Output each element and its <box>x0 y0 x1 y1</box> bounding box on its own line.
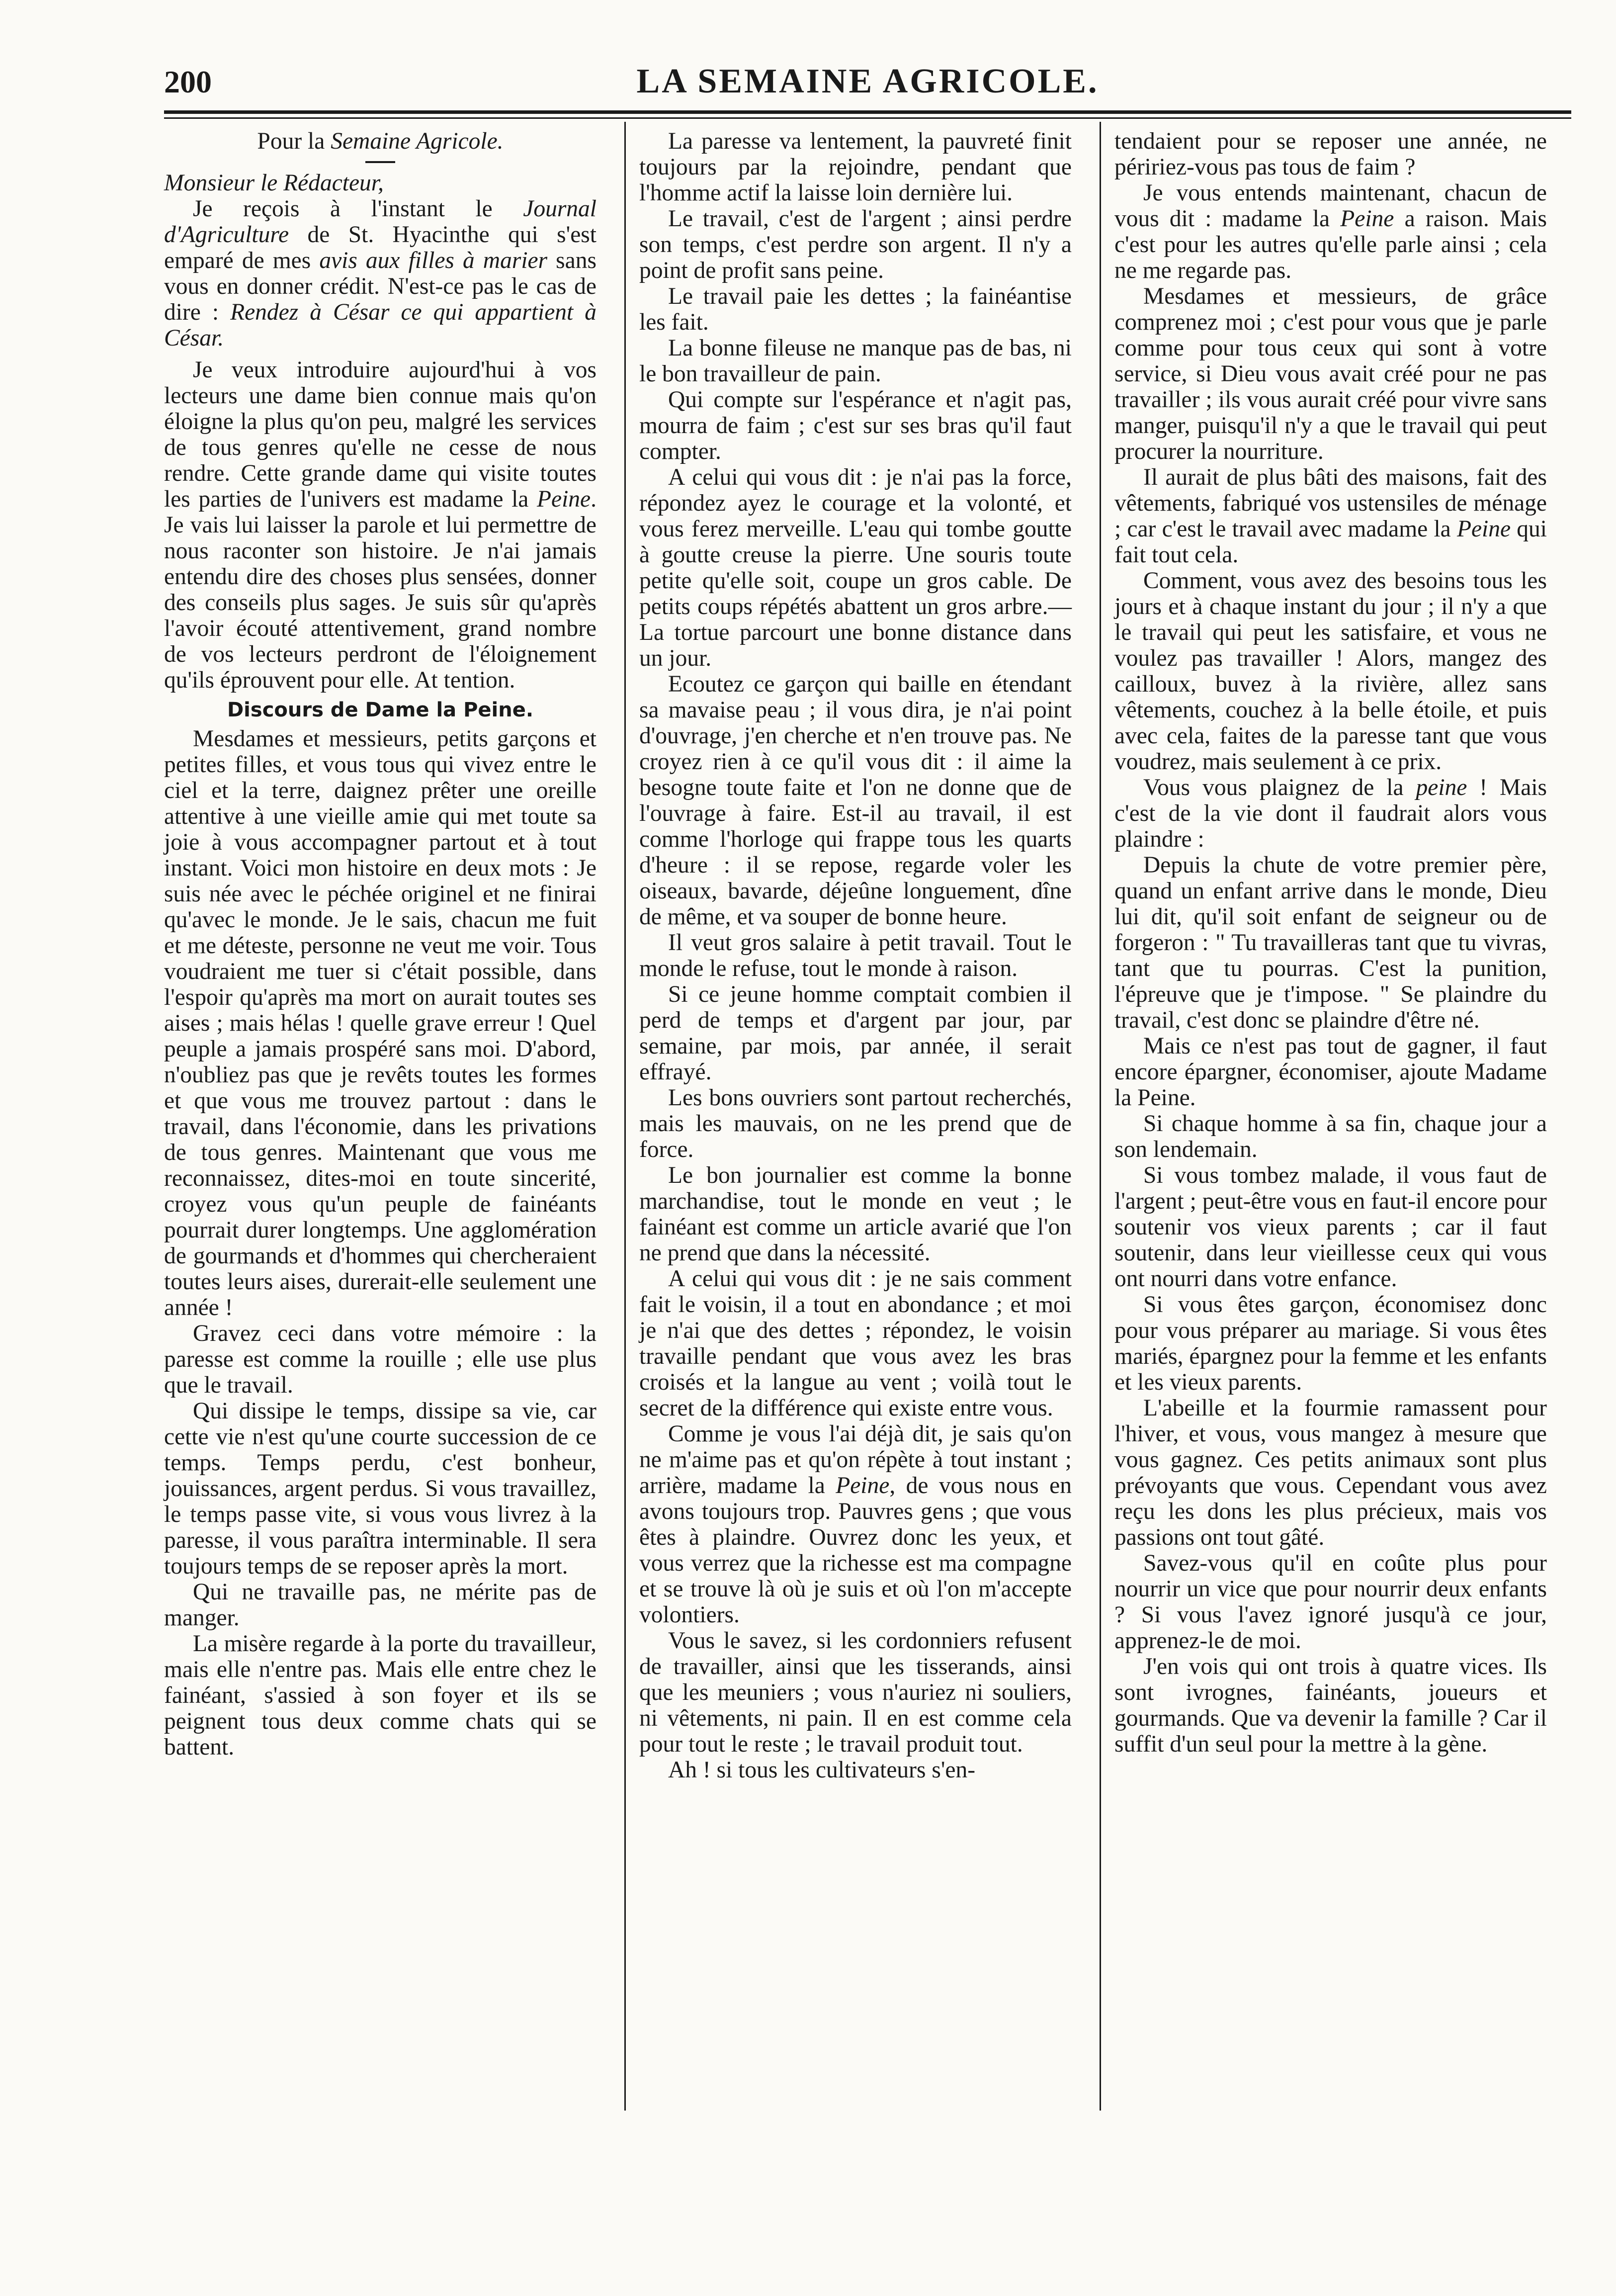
section-heading: Discours de Dame la Peine. <box>227 699 534 721</box>
paragraph: La misère regarde à la porte du travailleur, mais elle n'entre pas. Mais elle entre chez le fainéant, s'assied à son foyer et ils se peignent tous deux comme chats qui se battent. <box>164 1631 596 1760</box>
paragraph: Le travail, c'est de l'argent ; ainsi perdre son temps, c'est perdre son argent. Il n'y a point de profit sans peine. <box>639 206 1072 283</box>
paragraph: Si vous tombez malade, il vous faut de l'argent ; peut-être vous en faut-il encore pour soutenir vos vieux parents ; car il faut soutenir, dans leur vieillesse ceux qui vous ont nourri dans votre enfance. <box>1114 1162 1547 1292</box>
paragraph: Ah ! si tous les cultivateurs s'en- <box>668 1757 976 1783</box>
header-rule-thin <box>164 117 1571 119</box>
paragraph: Je reçois à l'instant le Journal d'Agriculture de St. Hyacinthe qui s'est emparé de mes avis aux filles à marier sans vous en donner crédit. N'est-ce pas le cas de dire : Rendez à César ce qui appartient à César. <box>164 196 596 351</box>
column-divider-1 <box>624 122 626 2111</box>
paragraph: Qui ne travaille pas, ne mérite pas de manger. <box>164 1579 596 1631</box>
page-number: 200 <box>164 64 212 99</box>
paragraph: Si vous êtes garçon, économisez donc pour vous préparer au mariage. Si vous êtes mariés, épargnez pour la femme et les enfants et les vieux parents. <box>1114 1292 1547 1395</box>
paragraph: Qui dissipe le temps, dissipe sa vie, car cette vie n'est qu'une courte succession de ce temps. Temps perdu, c'est bonheur, jouissances, argent perdus. Si vous travaillez, le temps passe vite, si vous vous livrez à la paresse, il vous paraîtra interminable. Il sera toujours temps de se reposer après la mort. <box>164 1398 596 1579</box>
column-1 <box>164 128 596 1760</box>
separator-dash <box>365 161 395 163</box>
paragraph: La paresse va lentement, la pauvreté finit toujours par la rejoindre, pendant que l'homme actif la laisse loin dernière lui. <box>639 128 1072 206</box>
paragraph: Depuis la chute de votre premier père, quand un enfant arrive dans le monde, Dieu lui dit, qu'il soit enfant de seigneur ou de forgeron : " Tu travailleras tant que tu vivras, tant que tu pourras. C'est la punition, l'épreuve que je t'impose. " Se plaindre du travail, c'est donc se plaindre d'être né. <box>1114 852 1547 1033</box>
article-intro: Pour la Semaine Agricole. <box>257 128 504 154</box>
journal-title: LA SEMAINE AGRICOLE. <box>636 62 1099 100</box>
paragraph: Mais ce n'est pas tout de gagner, il faut encore épargner, économiser, ajoute Madame la Peine. <box>1114 1033 1547 1111</box>
paragraph: Ecoutez ce garçon qui baille en étendant sa mavaise peau ; il vous dira, je n'ai point d'ouvrage, j'en cherche et n'en trouve pas. Ne croyez rien à ce qu'il vous dit : il aime la besogne toute faite et l'on ne donne que de l'ouvrage à faire. Est-il au travail, il est comme l'horloge qui frappe tous les quarts d'heure : il se repose, regarde voler les oiseaux, bavarde, déjeûne longuement, dîne de même, et va souper de bonne heure. <box>639 671 1072 930</box>
page-header <box>164 59 1571 112</box>
paragraph: Comment, vous avez des besoins tous les jours et à chaque instant du jour ; il n'y a que le travail qui peut les satisfaire, et vous ne voulez pas travailler ! Alors, mangez des cailloux, buvez à la rivière, allez sans vêtements, couchez à la belle étoile, et puis avec cela, faites de la paresse tant que vous voudrez, mais seulement à ce prix. <box>1114 568 1547 775</box>
paragraph: Il veut gros salaire à petit travail. Tout le monde le refuse, tout le monde à raison. <box>639 930 1072 981</box>
paragraph: Vous le savez, si les cordonniers refusent de travailler, ainsi que les tisserands, ainsi que les meuniers ; vous n'auriez ni souliers, ni vêtements, ni pain. Il en est comme cela pour tout le reste ; le travail produit tout. <box>639 1628 1072 1757</box>
paragraph: Mesdames et messieurs, de grâce comprenez moi ; c'est pour vous que je parle comme pour tous ceux qui sont à votre service, si Dieu vous avait créé pour ne pas travailler ; ils vous aurait créé pour vivre sans manger, puisqu'il n'y a que le travail qui peut procurer la nourriture. <box>1114 283 1547 464</box>
paragraph: Qui compte sur l'espérance et n'agit pas, mourra de faim ; c'est sur ses bras qu'il faut compter. <box>639 387 1072 464</box>
column-2 <box>639 128 1072 1783</box>
paragraph: Savez-vous qu'il en coûte plus pour nourrir un vice que pour nourrir deux enfants ? Si vous l'avez ignoré jusqu'à ce jour, apprenez-le de moi. <box>1114 1550 1547 1654</box>
paragraph: Mesdames et messieurs, petits garçons et petites filles, et vous tous qui vivez entre le ciel et la terre, daignez prêter une oreille attentive à une vieille amie qui met toute sa joie à vous accompagner partout et à tout instant. Voici mon histoire en deux mots : Je suis née avec le péchée originel et ne finirai qu'avec le monde. Je le sais, chacun me fuit et me déteste, personne ne veut me voir. Tous voudraient me tuer si c'était possible, dans l'espoir qu'après ma mort on aurait toutes ses aises ; mais hélas ! quelle grave erreur ! Quel peuple a jamais prospéré sans moi. D'abord, n'oubliez pas que je revêts toutes les formes et que vous me trouvez partout : dans le travail, dans l'économie, dans les privations de tous genres. Maintenant que vous me reconnaissez, dites-moi en toute sincerité, croyez vous qu'un peuple de fainéants pourrait durer longtemps. Une agglomération de gourmands et d'hommes qui chercheraient toutes leurs aises, durerait-elle seulement une année ! <box>164 726 596 1321</box>
paragraph: Il aurait de plus bâti des maisons, fait des vêtements, fabriqué vos ustensiles de ménage ; car c'est le travail avec madame la Peine qui fait tout cela. <box>1114 464 1547 568</box>
paragraph: J'en vois qui ont trois à quatre vices. Ils sont ivrognes, fainéants, joueurs et gourmands. Que va devenir la famille ? Car il suffit d'un seul pour la mettre à la gène. <box>1114 1654 1547 1757</box>
salutation: Monsieur le Rédacteur, <box>164 170 384 196</box>
paragraph: Je vous entends maintenant, chacun de vous dit : madame la Peine a raison. Mais c'est pour les autres qu'elle parle ainsi ; cela ne me regarde pas. <box>1114 180 1547 283</box>
paragraph: tendaient pour se reposer une année, ne péririez-vous pas tous de faim ? <box>1114 128 1547 180</box>
paragraph: A celui qui vous dit : je n'ai pas la force, répondez ayez le courage et la volonté, et vous ferez merveille. L'eau qui tombe goutte à goutte creuse la pierre. Une souris toute petite qu'elle soit, coupe un gros cable. De petits coups répétés abattent un gros arbre.—La tortue parcourt une bonne distance dans un jour. <box>639 464 1072 671</box>
paragraph: Le bon journalier est comme la bonne marchandise, tout le monde en veut ; le fainéant est comme un article avarié que l'on ne prend que dans la nécessité. <box>639 1162 1072 1266</box>
paragraph: Le travail paie les dettes ; la fainéantise les fait. <box>639 283 1072 335</box>
paragraph: A celui qui vous dit : je ne sais comment fait le voisin, il a tout en abondance ; et moi je n'ai que des dettes ; répondez, le voisin travaille pendant que vous avez les bras croisés et la langue au vent ; voilà tout le secret de la différence qui existe entre vous. <box>639 1266 1072 1421</box>
paragraph: Si chaque homme à sa fin, chaque jour a son lendemain. <box>1114 1111 1547 1162</box>
column-3 <box>1114 128 1547 1757</box>
header-rule-thick <box>164 110 1571 114</box>
paragraph: Si ce jeune homme comptait combien il perd de temps et d'argent par jour, par semaine, par mois, par année, il serait effrayé. <box>639 981 1072 1085</box>
paragraph: Vous vous plaignez de la peine ! Mais c'est de la vie dont il faudrait alors vous plaindre : <box>1114 775 1547 852</box>
paragraph: L'abeille et la fourmie ramassent pour l'hiver, et vous, vous mangez à mesure que vous gagnez. Ces petits animaux sont plus prévoyants que vous. Cependant vous avez reçu les dons les plus précieux, mais vos passions ont tout gâté. <box>1114 1395 1547 1550</box>
paragraph: La bonne fileuse ne manque pas de bas, ni le bon travailleur de pain. <box>639 335 1072 387</box>
paragraph: Je veux introduire aujourd'hui à vos lecteurs une dame bien connue mais qu'on éloigne la plus qu'on peu, malgré les services de tous genres qu'elle ne cesse de nous rendre. Cette grande dame qui visite toutes les parties de l'univers est madame la Peine. Je vais lui laisser la parole et lui permettre de nous raconter son histoire. Je n'ai jamais entendu dire des choses plus sensées, donner des conseils plus sages. Je suis sûr qu'après l'avoir écouté attentivement, grand nombre de vos lecteurs perdront de l'éloignement qu'ils éprouvent pour elle. At tention. <box>164 357 596 693</box>
paragraph: Les bons ouvriers sont partout recherchés, mais les mauvais, on ne les prend que de force. <box>639 1085 1072 1162</box>
paragraph: Gravez ceci dans votre mémoire : la paresse est comme la rouille ; elle use plus que le travail. <box>164 1321 596 1398</box>
column-divider-2 <box>1100 122 1101 2111</box>
paragraph: Comme je vous l'ai déjà dit, je sais qu'on ne m'aime pas et qu'on répète à tout instant ; arrière, madame la Peine, de vous nous en avons toujours trop. Pauvres gens ; que vous êtes à plaindre. Ouvrez donc les yeux, et vous verrez que la richesse est ma compagne et se trouve là où je suis et où l'on m'accepte volontiers. <box>639 1421 1072 1628</box>
